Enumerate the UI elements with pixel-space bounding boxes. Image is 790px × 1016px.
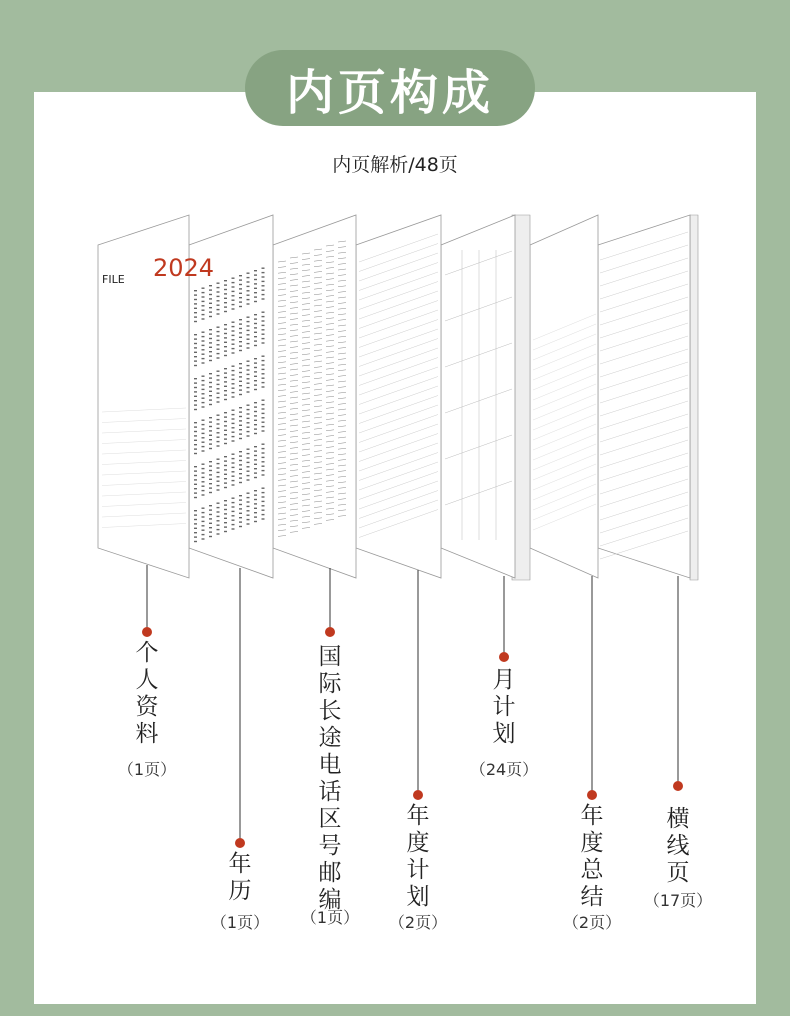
page-title: 内页构成: [245, 50, 535, 126]
section-label-yearsummary: [577, 803, 607, 911]
section-count-phone: （1页）: [300, 908, 360, 927]
label-char: 个: [135, 640, 159, 666]
label-char: 际: [318, 671, 342, 697]
section-count-yearsummary: （2页）: [562, 913, 622, 932]
label-char: 人: [135, 667, 159, 693]
label-char: 编: [318, 887, 342, 913]
page-lined: [598, 215, 698, 580]
label-char: 计: [406, 857, 430, 883]
label-char: 横: [666, 806, 690, 832]
label-char: 线: [666, 833, 690, 859]
page-year-plan: [356, 215, 441, 578]
label-char: 划: [406, 884, 430, 910]
label-char: 长: [318, 698, 342, 724]
label-char: 邮: [318, 860, 342, 886]
section-label-personal: [132, 640, 162, 748]
label-char: 年: [228, 851, 252, 877]
section-label-monthplan: [489, 667, 519, 748]
file-title-text: FILE: [102, 273, 125, 286]
year-text: 2024: [153, 254, 215, 282]
label-char: 划: [492, 721, 516, 747]
section-count-lined: （17页）: [643, 891, 713, 910]
label-char: 号: [318, 833, 342, 859]
page-phone-codes: [273, 215, 356, 578]
label-char: 结: [580, 884, 604, 910]
connector-dot: [499, 652, 509, 662]
label-char: 页: [666, 860, 690, 886]
page-subtitle: 内页解析/48页: [332, 154, 458, 176]
label-char: 区: [318, 806, 342, 832]
section-label-phone: [315, 644, 345, 914]
connector-dot: [235, 838, 245, 848]
page-month-plan: [441, 215, 530, 580]
section-label-calendar: [225, 851, 255, 905]
label-char: 料: [135, 721, 159, 747]
section-count-calendar: （1页）: [210, 913, 270, 932]
connector-dot: [142, 627, 152, 637]
label-char: 月: [492, 667, 516, 693]
section-label-yearplan: [403, 803, 433, 911]
label-char: 国: [318, 644, 342, 670]
label-char: 计: [492, 694, 516, 720]
label-char: 年: [406, 803, 430, 829]
section-label-lined: [663, 806, 693, 887]
label-char: 总: [580, 857, 604, 883]
section-count-monthplan: （24页）: [469, 760, 539, 779]
label-char: 年: [580, 803, 604, 829]
connector-dot: [587, 790, 597, 800]
page-year-summary: [530, 215, 598, 578]
connector-dot: [325, 627, 335, 637]
label-char: 度: [406, 830, 430, 856]
label-char: 话: [318, 779, 342, 805]
label-char: 资: [135, 694, 159, 720]
connector-dot: [413, 790, 423, 800]
label-char: 电: [318, 752, 342, 778]
label-char: 途: [318, 725, 342, 751]
section-count-personal: （1页）: [117, 760, 177, 779]
section-count-yearplan: （2页）: [388, 913, 448, 932]
label-char: 历: [228, 878, 252, 904]
connector-dot: [673, 781, 683, 791]
label-char: 度: [580, 830, 604, 856]
